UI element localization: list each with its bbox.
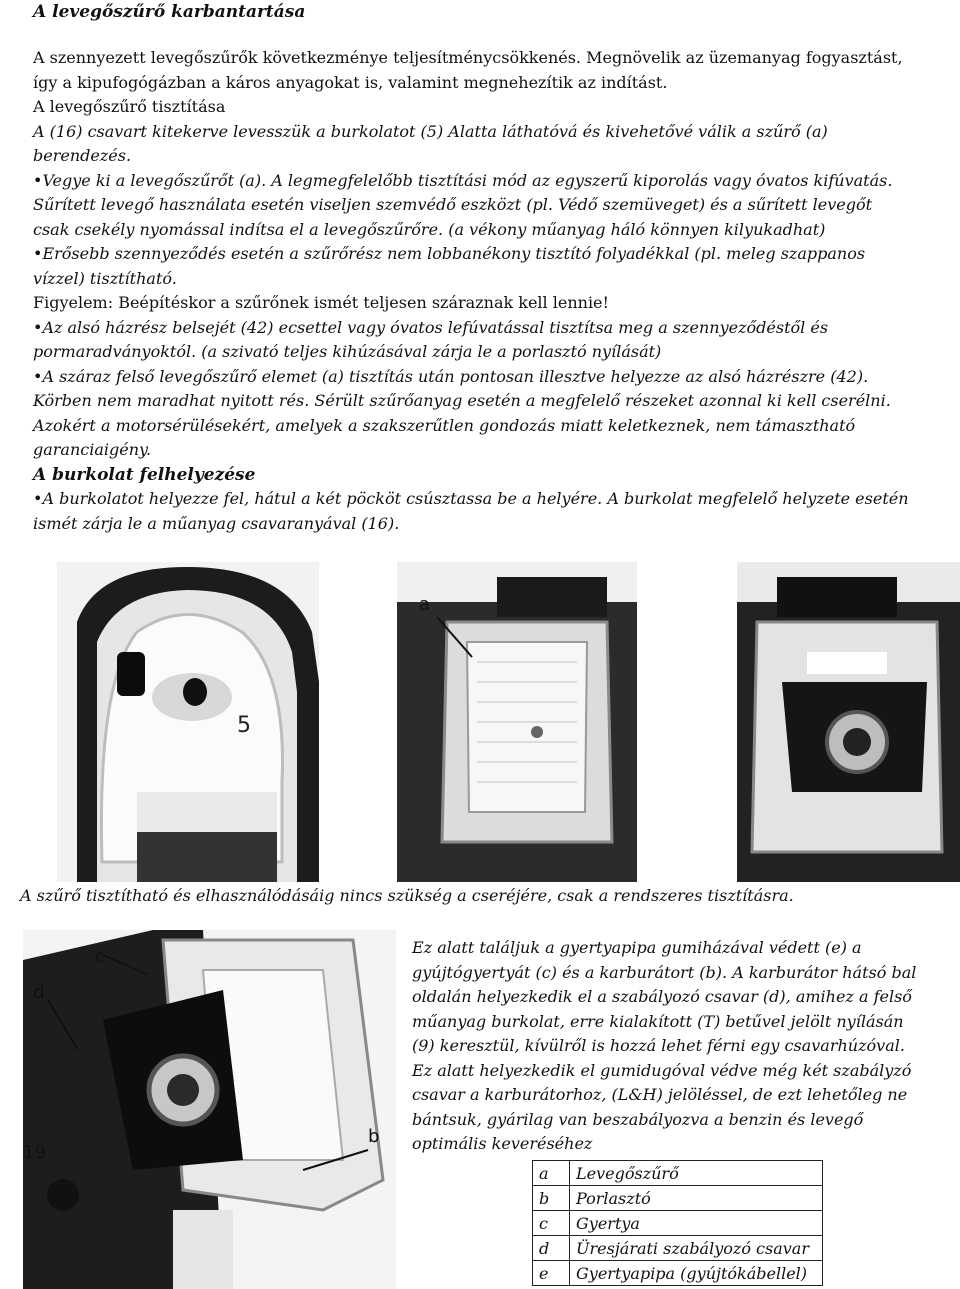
desc-line: műanyag burkolat, erre kialakított (T) betűvel jelölt nyílásán xyxy=(412,1011,904,1031)
parts-legend-table xyxy=(532,1160,823,1286)
legend-value: Gyertya xyxy=(570,1211,823,1236)
saw-cover-illustration xyxy=(57,562,319,882)
intro-line: Körben nem maradhat nyitott rés. Sérült szűrőanyag esetén a megfelelő részeket azonnal ki kell cserélni. xyxy=(33,391,891,410)
table-row xyxy=(533,1211,823,1236)
photo-saw-cover xyxy=(57,562,319,882)
bullet-line: • Az alsó házrész belsejét (42) ecsettel vagy óvatos lefúvatással tisztítsa meg a szennyeződéstől és xyxy=(33,316,958,341)
table-row xyxy=(533,1261,823,1286)
legend-value: Levegőszűrő xyxy=(570,1161,823,1186)
bullet-line: • Vegye ki a levegőszűrőt (a). A legmegfelelőbb tisztítási mód az egyszerű kiporolás vagy óvatos kifúvatás. xyxy=(33,169,958,194)
photo-carburetor-closeup xyxy=(23,930,396,1289)
photo-filter-exposed xyxy=(397,562,637,882)
intro-line: garanciaigény. xyxy=(33,440,152,459)
legend-key: b xyxy=(533,1186,570,1211)
label-d: d xyxy=(33,982,45,1003)
legend-key: e xyxy=(533,1261,570,1286)
intro-line: A szennyezett levegőszűrők következménye teljesítménycsökkenés. Megnövelik az üzemanyag fogyasztást, xyxy=(33,48,903,67)
bullet-line: • A burkolatot helyezze fel, hátul a két pöcköt csúsztassa be a helyére. A burkolat megfelelő helyzete esetén xyxy=(33,487,958,512)
desc-line: csavar a karburátorhoz, (L&H) jelöléssel, de ezt lehetőleg ne xyxy=(412,1085,908,1104)
desc-line: bántsuk, gyárilag van beszabályozva a benzin és levegő xyxy=(412,1109,864,1129)
subheading-cleaning: A levegőszűrő tisztítása xyxy=(33,97,226,116)
legend-key: a xyxy=(533,1161,570,1186)
carburetor-description xyxy=(412,936,960,1157)
legend-value: Gyertyapipa (gyújtókábellel) xyxy=(570,1261,823,1286)
intro-line: Sűrített levegő használata esetén viseljen szemvédő eszközt (pl. Védő szemüveget) és a sűrített levegőt xyxy=(33,195,873,214)
filter-letter-label: a xyxy=(419,594,431,615)
bullet-line: • A száraz felső levegőszűrő elemet (a) tisztítás után pontosan illesztve helyezze az alsó házrészre (42). xyxy=(33,365,958,390)
table-row xyxy=(533,1236,823,1261)
filter-illustration xyxy=(397,562,637,882)
desc-line: Ez alatt helyezkedik el gumidugóval védve még két szabályzó xyxy=(412,1060,912,1080)
intro-line: ismét zárja le a műanyag csavaranyával (16). xyxy=(33,513,400,533)
intro-line: A (16) csavart kitekerve levesszük a burkolatot (5) Alatta láthatóvá és kivehetővé válik a szűrő (a) xyxy=(33,121,828,141)
warning-line: Figyelem: Beépítéskor a szűrőnek ismét teljesen száraznak kell lennie! xyxy=(33,293,609,312)
desc-line: oldalán helyezkedik el a szabályozó csavar (d), amihez a felső xyxy=(412,987,912,1006)
label-19: 19 xyxy=(23,1142,46,1163)
desc-line: gyújtógyertyát (c) és a karburátort (b). A karburátor hátsó bal xyxy=(412,962,917,982)
photo-strip xyxy=(20,562,960,882)
carburetor-illustration xyxy=(737,562,960,882)
label-c: c xyxy=(95,946,105,967)
table-row xyxy=(533,1186,823,1211)
table-row xyxy=(533,1161,823,1186)
intro-line: így a kipufogógázban a káros anyagokat is, valamint megnehezítik az indítást. xyxy=(33,72,668,92)
legend-key: c xyxy=(533,1211,570,1236)
intro-line: csak csekély nyomással indítsa el a levegőszűrőre. (a vékony műanyag háló könnyen kilyukadhat) xyxy=(33,219,826,239)
cover-number-label: 5 xyxy=(237,713,251,738)
desc-line: optimális keveréséhez xyxy=(412,1134,593,1153)
carburetor-closeup-illustration xyxy=(23,930,396,1289)
desc-line: Ez alatt találjuk a gyertyapipa gumiházával védett (e) a xyxy=(412,938,862,957)
intro-line: pormaradványoktól. (a szivató teljes kihúzásával zárja le a porlasztó nyílását) xyxy=(33,342,662,361)
bullet-line: • Erősebb szennyeződés esetén a szűrőrész nem lobbanékony tisztító folyadékkal (pl. meleg szappanos xyxy=(33,242,958,267)
label-b: b xyxy=(368,1126,380,1147)
section-heading-cover: A burkolat felhelyezése xyxy=(33,464,256,485)
legend-value: Üresjárati szabályozó csavar xyxy=(570,1236,823,1261)
intro-line: berendezés. xyxy=(33,146,132,165)
photo-carburetor xyxy=(737,562,960,882)
photo-caption: A szűrő tisztítható és elhasználódásáig nincs szükség a cseréjére, csak a rendszeres tisztításra. xyxy=(20,886,794,905)
intro-line: vízzel) tisztítható. xyxy=(33,268,177,288)
legend-value: Porlasztó xyxy=(570,1186,823,1211)
legend-key: d xyxy=(533,1236,570,1261)
intro-line: Azokért a motorsérülésekért, amelyek a szakszerűtlen gondozás miatt keletkeznek, nem támasztható xyxy=(33,415,856,435)
intro-text xyxy=(33,46,958,536)
desc-line: (9) keresztül, kívülről is hozzá lehet férni egy csavarhúzóval. xyxy=(412,1036,905,1055)
page-title: A levegőszűrő karbantartása xyxy=(33,2,306,22)
